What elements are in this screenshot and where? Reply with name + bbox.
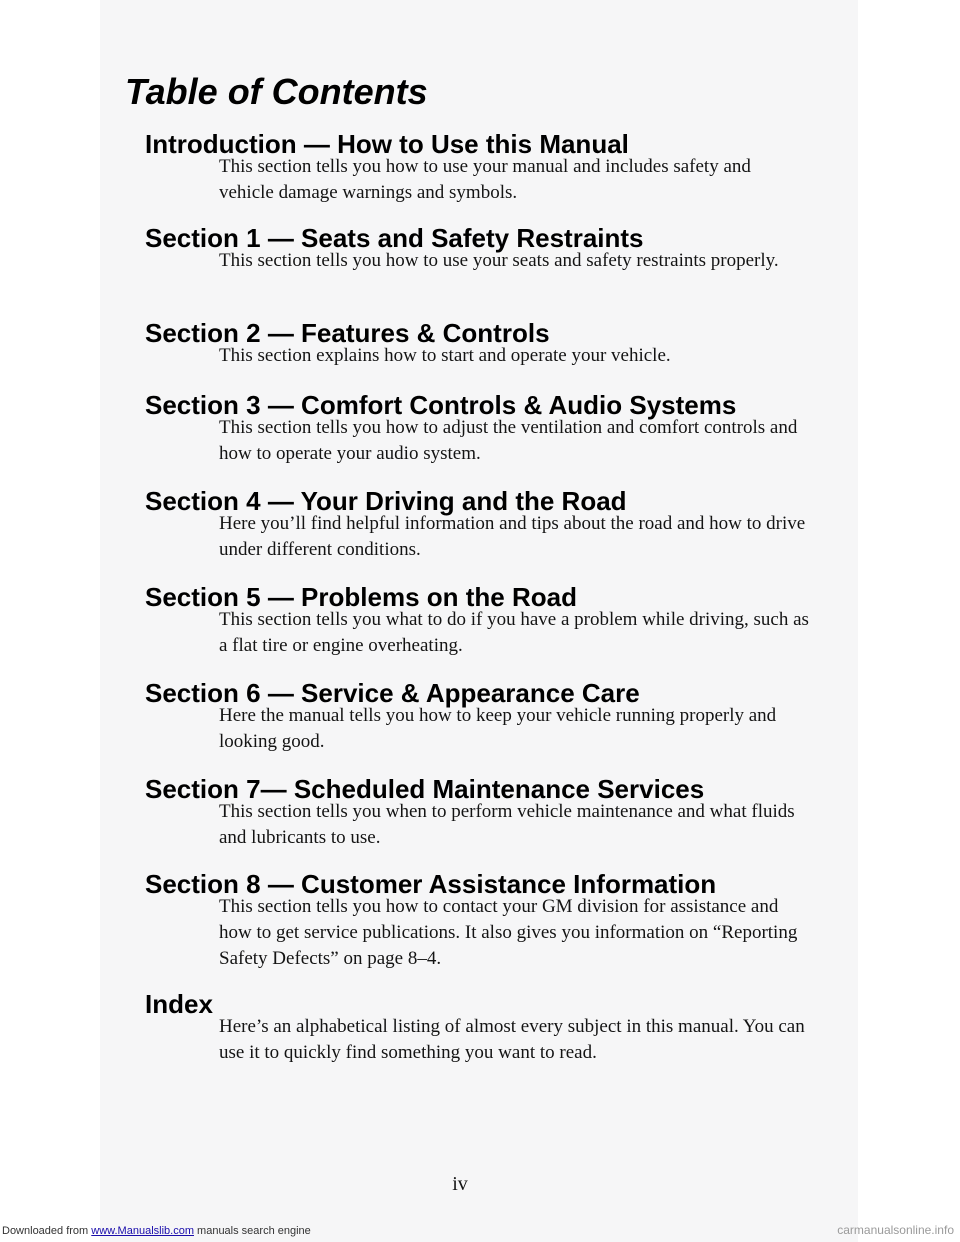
toc-heading: Section 5 — Problems on the Road [145,582,577,612]
toc-heading: Section 2 — Features & Controls [145,318,550,348]
toc-description: Here you’ll find helpful information and tips about the road and how to drive under different conditions. [219,513,806,560]
toc-heading: Index [145,989,213,1019]
manualslib-link[interactable]: www.Manualslib.com [91,1225,194,1237]
toc-description: This section tells you how to contact your GM division for assistance and how to get service publications. It also gives you information on “Reporting Safety Defects” on page 8–4. [219,896,798,969]
toc-description: This section tells you how to adjust the ventilation and comfort controls and how to operate your audio system. [219,417,798,464]
watermark-text: carmanualsonline.info [837,1223,954,1237]
toc-description: This section tells you when to perform vehicle maintenance and what fluids and lubricants to use. [219,801,795,848]
page-title: Table of Contents [125,71,428,112]
banner-prefix: Downloaded from [2,1225,92,1237]
toc-heading: Section 7— Scheduled Maintenance Services [145,774,705,804]
download-banner [2,1224,311,1238]
toc-heading: Section 1 — Seats and Safety Restraints [145,223,644,253]
toc-heading: Section 3 — Comfort Controls & Audio Systems [145,390,737,420]
toc-description: This section tells you how to use your seats and safety restraints properly. [219,250,779,271]
toc-heading: Introduction — How to Use this Manual [145,129,629,159]
toc-heading: Section 8 — Customer Assistance Information [145,869,717,899]
toc-description: Here’s an alphabetical listing of almost every subject in this manual. You can use it to quickly find something you want to read. [219,1016,805,1063]
toc-description: This section tells you what to do if you have a problem while driving, such as a flat tire or engine overheating. [219,609,809,656]
toc-description: This section tells you how to use your manual and includes safety and vehicle damage warnings and symbols. [219,156,751,203]
page-number: iv [452,1173,468,1195]
banner-suffix: manuals search engine [193,1225,311,1237]
toc-description: This section explains how to start and operate your vehicle. [219,345,671,366]
toc-description: Here the manual tells you how to keep your vehicle running properly and looking good. [219,705,777,752]
toc-heading: Section 6 — Service & Appearance Care [145,678,640,708]
toc-heading: Section 4 — Your Driving and the Road [145,486,627,516]
